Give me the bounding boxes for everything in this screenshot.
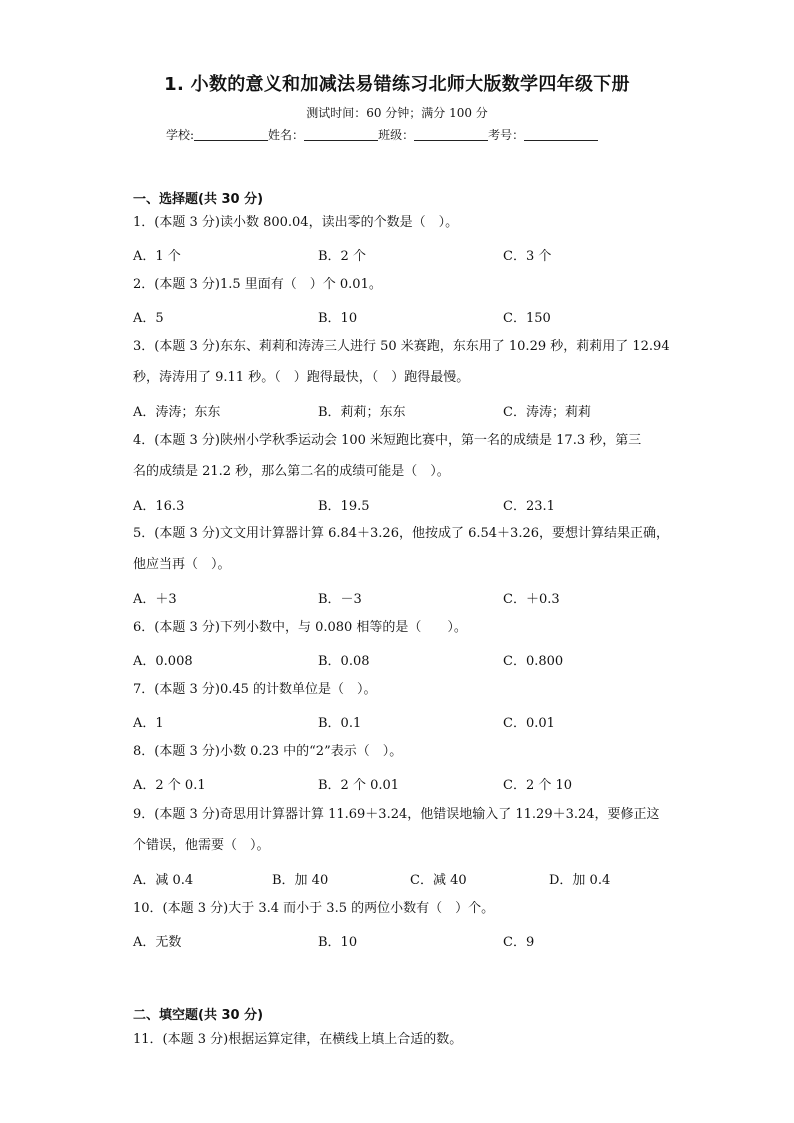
option: C．9 [503, 935, 535, 950]
question-text: 4．(本题 3 分)陕州小学秋季运动会 100 米短跑比赛中，第一名的成绩是 17.3 秒，第三 [133, 433, 642, 448]
option: C．150 [503, 311, 551, 326]
option: B．2 个 [318, 249, 366, 264]
student-info-line [166, 126, 646, 143]
option: A．1 个 [133, 249, 181, 264]
question-options [133, 774, 693, 794]
exam-number-blank [524, 128, 598, 141]
option: D．加 0.4 [549, 873, 611, 888]
question-text: 5．(本题 3 分)文文用计算器计算 6.84＋3.26，他按成了 6.54＋3.26，要想计算结果正确， [133, 526, 669, 541]
question-options [133, 307, 693, 327]
question-options [133, 495, 693, 515]
option: B．－3 [318, 592, 362, 607]
question [133, 207, 673, 238]
question [133, 425, 673, 487]
question [133, 893, 673, 924]
option: A．涛涛；东东 [133, 405, 221, 420]
option: C．23.1 [503, 499, 555, 514]
question-options [133, 245, 693, 265]
option: B．10 [318, 311, 358, 326]
exam-number-label: 考号： [488, 128, 525, 142]
question [133, 674, 673, 705]
question-text: 名的成绩是 21.2 秒，那么第二名的成绩可能是（ ）。 [133, 464, 450, 479]
question-options [133, 869, 693, 889]
option: C．减 40 [410, 873, 467, 888]
question [133, 1024, 673, 1055]
option: C．＋0.3 [503, 592, 560, 607]
option: A．0.008 [133, 654, 193, 669]
school-label: 学校: [166, 128, 195, 142]
option: C．2 个 10 [503, 778, 573, 793]
option: B．0.1 [318, 716, 362, 731]
name-blank [304, 128, 378, 141]
option: C．0.800 [503, 654, 564, 669]
question-options [133, 712, 693, 732]
question-text: 3．(本题 3 分)东东、莉莉和涛涛三人进行 50 米赛跑，东东用了 10.29 秒，莉莉用了 12.94 [133, 339, 670, 354]
option: C．涛涛；莉莉 [503, 405, 591, 420]
section-heading-fill: 二、填空题(共 30 分) [133, 1008, 264, 1023]
question [133, 269, 673, 300]
question-text: 2．(本题 3 分)1.5 里面有（ ）个 0.01。 [133, 277, 382, 292]
question-text: 8．(本题 3 分)小数 0.23 中的“2”表示（ ）。 [133, 744, 403, 759]
question-options [133, 650, 693, 670]
option: A．1 [133, 716, 164, 731]
question-text: 6．(本题 3 分)下列小数中，与 0.080 相等的是（ ）。 [133, 620, 467, 635]
option: B．莉莉；东东 [318, 405, 406, 420]
page-title: 1. 小数的意义和加减法易错练习北师大版数学四年级下册 [164, 74, 630, 95]
question-text: 10．(本题 3 分)大于 3.4 而小于 3.5 的两位小数有（ ）个。 [133, 901, 495, 916]
question-text: 个错误，他需要（ ）。 [133, 838, 270, 853]
school-blank [194, 128, 268, 141]
question-text: 9．(本题 3 分)奇思用计算器计算 11.69＋3.24，他错误地输入了 11.29＋3.24，要修正这 [133, 807, 660, 822]
option: B．0.08 [318, 654, 370, 669]
section-heading-choice: 一、选择题(共 30 分) [133, 192, 264, 207]
question [133, 331, 673, 393]
option: B．19.5 [318, 499, 370, 514]
option: B．加 40 [272, 873, 329, 888]
option: C．3 个 [503, 249, 552, 264]
question [133, 799, 673, 861]
question-options [133, 931, 693, 951]
option: B．2 个 0.01 [318, 778, 400, 793]
option: A．＋3 [133, 592, 177, 607]
class-label: 班级： [378, 128, 415, 142]
question [133, 736, 673, 767]
question-text: 1．(本题 3 分)读小数 800.04，读出零的个数是（ ）。 [133, 215, 459, 230]
question-options [133, 401, 693, 421]
name-label: 姓名： [268, 128, 305, 142]
option: A．5 [133, 311, 164, 326]
option: A．16.3 [133, 499, 185, 514]
question-text: 秒，涛涛用了 9.11 秒。（ ）跑得最快，（ ）跑得最慢。 [133, 370, 470, 385]
question [133, 518, 673, 580]
option: C．0.01 [503, 716, 555, 731]
option: B．10 [318, 935, 358, 950]
question-text: 7．(本题 3 分)0.45 的计数单位是（ ）。 [133, 682, 377, 697]
class-blank [414, 128, 488, 141]
question-text: 11．(本题 3 分)根据运算定律，在横线上填上合适的数。 [133, 1032, 463, 1047]
question-options [133, 588, 693, 608]
exam-subtitle: 测试时间：60 分钟；满分 100 分 [306, 106, 488, 120]
option: A．2 个 0.1 [133, 778, 206, 793]
option: A．无数 [133, 935, 182, 950]
option: A．减 0.4 [133, 873, 194, 888]
question [133, 612, 673, 643]
question-text: 他应当再（ ）。 [133, 557, 231, 572]
